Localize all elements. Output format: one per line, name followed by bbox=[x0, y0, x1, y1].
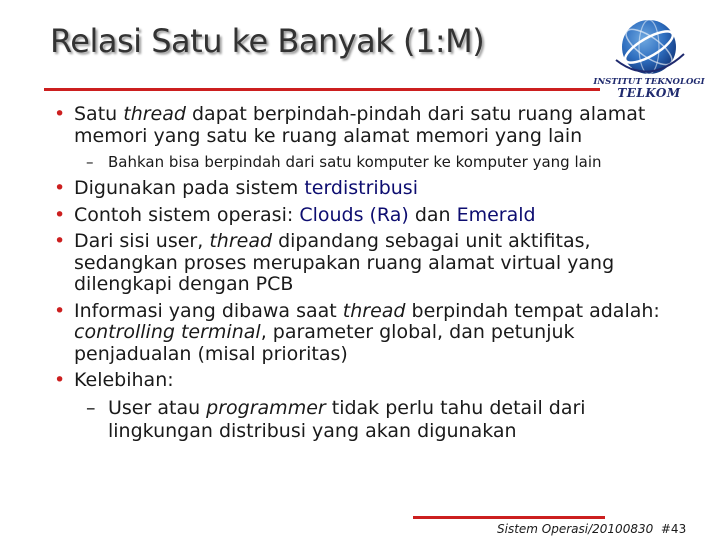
logo-line-1: INSTITUT TEKNOLOGI bbox=[593, 77, 705, 87]
logo-line-2: TELKOM bbox=[617, 86, 681, 100]
bullet-3: • Contoh sistem operasi: Clouds (Ra) dan Emerald bbox=[52, 205, 692, 227]
highlight-term: terdistribusi bbox=[304, 177, 418, 199]
footer-rule bbox=[413, 516, 605, 519]
highlight-term: Clouds (Ra) bbox=[299, 203, 409, 226]
sub-bullet-1: – Bahkan bisa berpindah dari satu komputer ke komputer yang lain bbox=[74, 152, 692, 173]
sub-bullet-2: – User atau programmer tidak perlu tahu detail dari lingkungan distribusi yang akan digunakan bbox=[74, 397, 692, 443]
highlight-term: Emerald bbox=[456, 203, 536, 226]
bullet-5: • Informasi yang dibawa saat thread berpindah tempat adalah: controlling terminal, parameter global, dan petunjuk penjadualan (misal prioritas) bbox=[52, 301, 692, 366]
emphasis-controlling-terminal: controlling terminal bbox=[74, 321, 261, 343]
slide-number: #43 bbox=[660, 522, 687, 536]
bullet-4: • Dari sisi user, thread dipandang sebagai unit aktifitas, sedangkan proses merupakan ruang alamat virtual yang dilengkapi dengan PCB bbox=[52, 231, 692, 296]
emphasis-thread: thread bbox=[342, 299, 406, 322]
logo-text bbox=[592, 77, 706, 100]
title-underline bbox=[44, 88, 600, 91]
bullet-2: • Digunakan pada sistem terdistribusi bbox=[52, 178, 692, 200]
sub-list bbox=[74, 152, 692, 173]
sub-list bbox=[74, 397, 692, 443]
bullet-list bbox=[52, 104, 692, 448]
emphasis-thread: thread bbox=[123, 103, 186, 125]
emphasis-programmer: programmer bbox=[206, 396, 326, 419]
footer bbox=[497, 522, 686, 536]
slide-title: Relasi Satu ke Banyak (1:M) bbox=[50, 22, 485, 60]
emphasis-thread: thread bbox=[209, 230, 273, 252]
bullet-6: • Kelebihan: – User atau programmer tidak perlu tahu detail dari lingkungan distribusi yang akan digunakan bbox=[52, 370, 692, 443]
bullet-1: • Satu thread dapat berpindah-pindah dari satu ruang alamat memori yang satu ke ruang alamat memori yang lain – Bahkan bisa berpindah dari satu komputer ke komputer yang lain bbox=[52, 104, 692, 173]
footer-text: Sistem Operasi/20100830 bbox=[497, 522, 654, 536]
